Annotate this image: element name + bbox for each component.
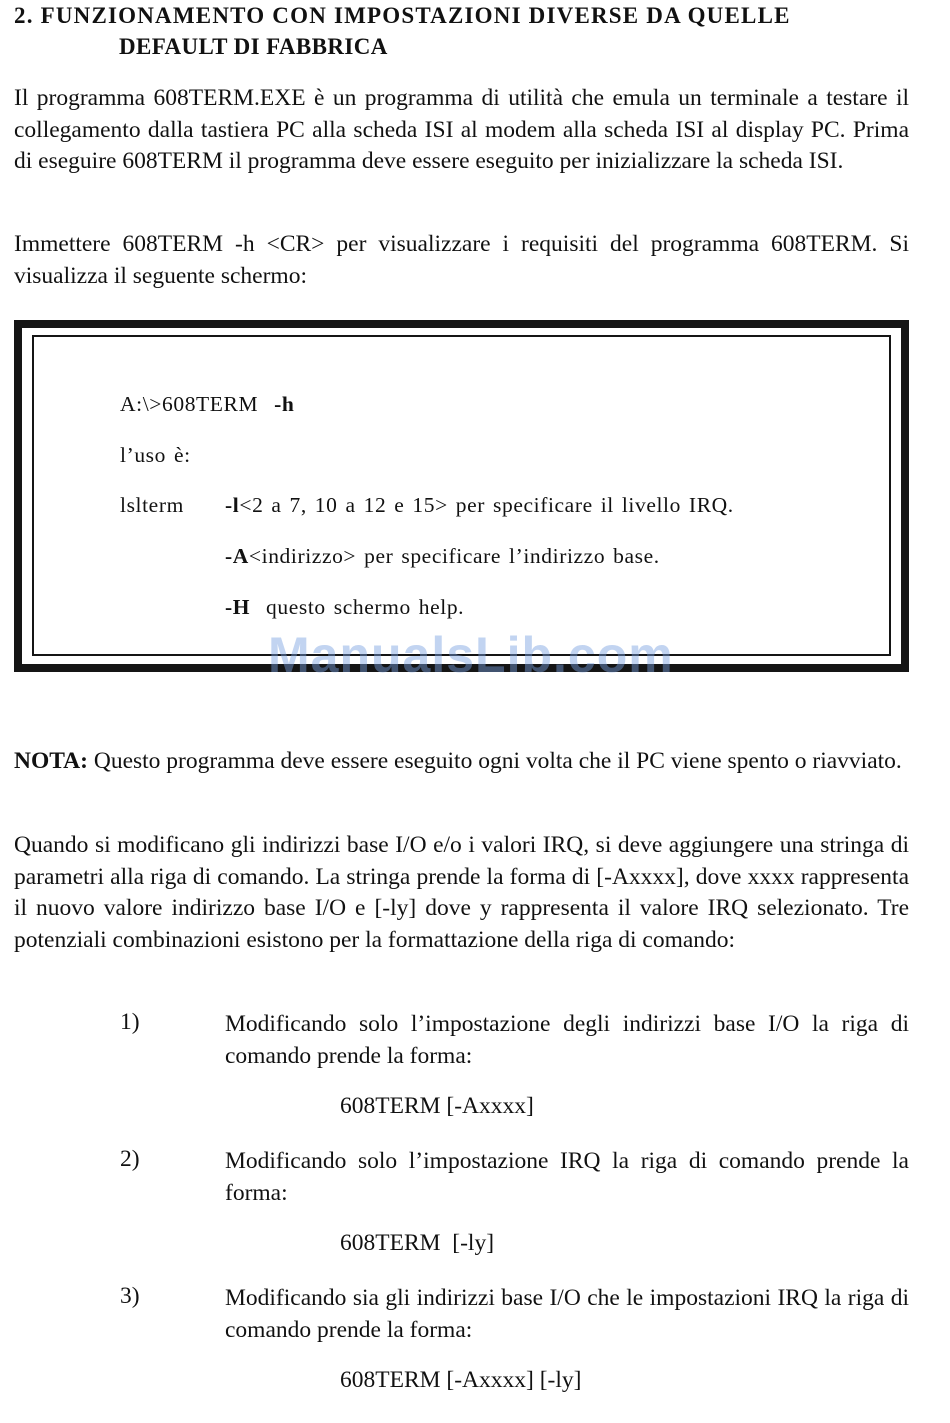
item-1-number: 1) — [120, 1009, 140, 1035]
item-3-command: 608TERM [-Axxxx] [-ly] — [340, 1367, 582, 1393]
option-address-flag: -A — [225, 544, 249, 568]
option-address-desc: <indirizzo> per specificare l’indirizzo base. — [248, 544, 660, 568]
section-heading-line-2: DEFAULT DI FABBRICA — [119, 34, 388, 59]
nota-text: Questo programma deve essere eseguito ogni volta che il PC viene spento o riavviato. — [93, 748, 902, 774]
item-3-text: Modificando sia gli indirizzi base I/O che le impostazioni IRQ la riga di comando prende la forma: — [225, 1285, 909, 1343]
option-irq-desc: <2 a 7, 10 a 12 e 15> per specificare il livello IRQ. — [239, 493, 734, 517]
terminal-program-name: lslterm — [120, 493, 184, 517]
terminal-prompt-line — [120, 392, 294, 417]
terminal-prompt: A:\>608TERM — [120, 392, 259, 416]
nota-label: NOTA: — [14, 748, 88, 774]
section-heading — [14, 0, 909, 62]
item-1-text: Modificando solo l’impostazione degli indirizzi base I/O la riga di comando prende la forma: — [225, 1011, 909, 1069]
body-paragraph: Quando si modificano gli indirizzi base I/O e/o i valori IRQ, si deve aggiungere una stringa di parametri alla riga di comando. La stringa prende la forma di [-Axxxx], dove xxxx rappresenta il nuovo valore indirizzo base I/O e [-ly] dove y rappresenta il valore IRQ selezionato. Tre potenziali combinazioni esistono per la formattazione della riga di comando: — [14, 832, 909, 953]
option-help-flag: -H — [225, 595, 251, 619]
option-help-desc: questo schermo help. — [266, 595, 465, 619]
watermark: ManualsLib.com — [268, 627, 674, 683]
intro-paragraph-2: Immettere 608TERM -h <CR> per visualizzare i requisiti del programma 608TERM. Si visualizza il seguente schermo: — [14, 231, 909, 289]
item-2-command: 608TERM [-ly] — [340, 1230, 495, 1256]
terminal-prompt-flag: -h — [274, 392, 295, 416]
intro-paragraph-1: Il programma 608TERM.EXE è un programma di utilità che emula un terminale a testare il collegamento dalla tastiera PC alla scheda ISI al modem alla scheda ISI al display PC. Prima di eseguire 608TERM il programma deve essere eseguito per inizializzare la scheda ISI. — [14, 85, 909, 174]
terminal-option-irq — [225, 493, 734, 518]
section-heading-line-1: 2. FUNZIONAMENTO CON IMPOSTAZIONI DIVERSE DA QUELLE — [14, 3, 791, 28]
item-2-number: 2) — [120, 1146, 140, 1172]
terminal-option-address — [225, 544, 660, 569]
nota-paragraph — [14, 746, 909, 778]
item-2-text: Modificando solo l’impostazione IRQ la riga di comando prende la forma: — [225, 1148, 909, 1206]
option-irq-flag: -l — [225, 493, 240, 517]
terminal-usage-label: l’uso è: — [120, 443, 191, 467]
item-1-command: 608TERM [-Axxxx] — [340, 1093, 534, 1119]
terminal-option-help — [225, 595, 464, 620]
item-3-number: 3) — [120, 1283, 140, 1309]
